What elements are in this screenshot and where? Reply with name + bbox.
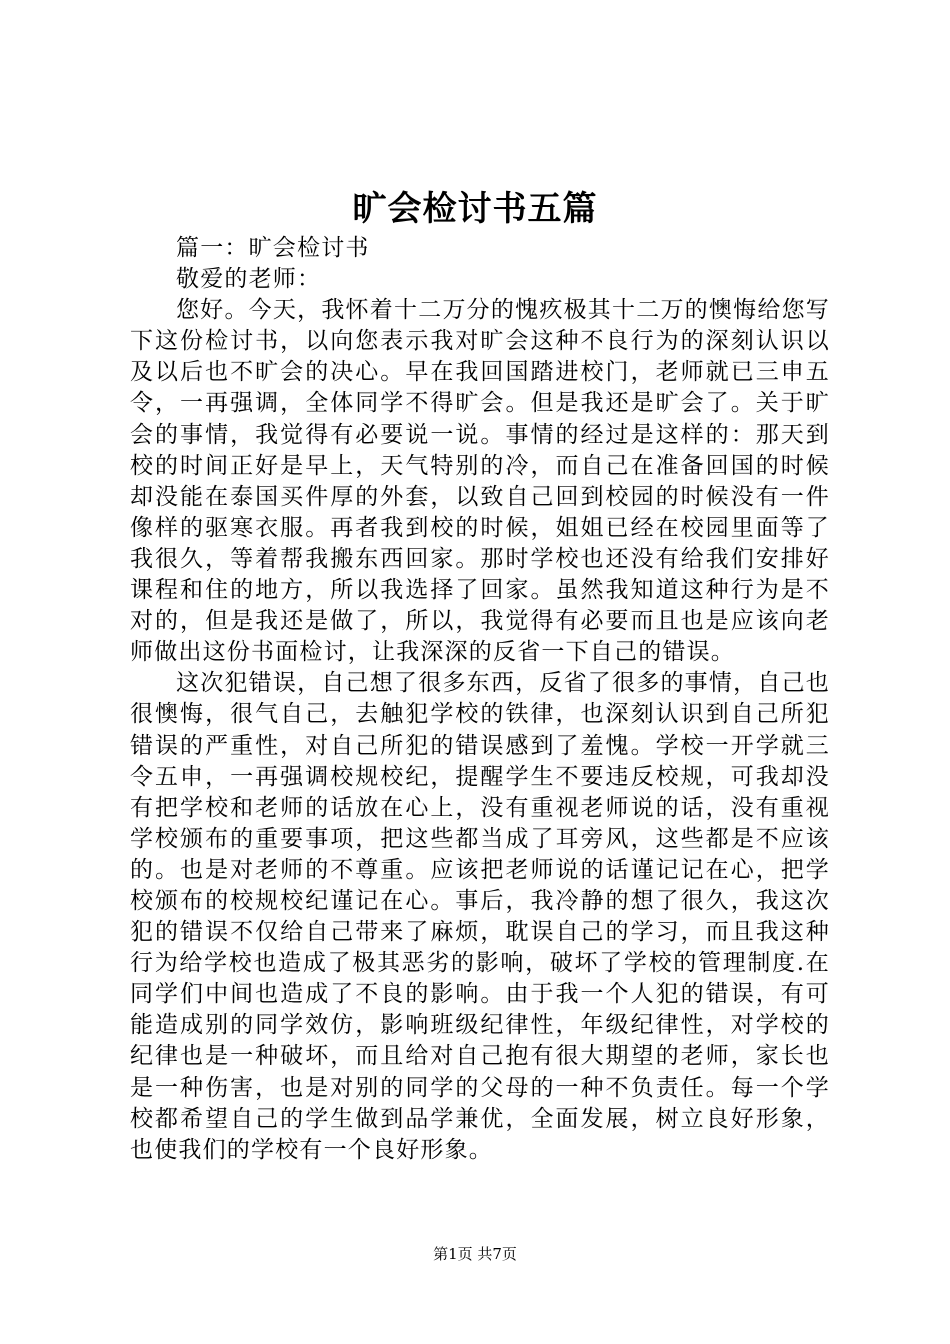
- salutation: 敬爱的老师：: [176, 266, 322, 293]
- document-body: [130, 233, 830, 1166]
- document-title: 旷会检讨书五篇: [352, 189, 598, 229]
- page-footer: 第1页 共7页: [433, 1245, 517, 1263]
- paragraph-2: 这次犯错误，自己想了很多东西，反省了很多的事情，自己也很懊悔，很气自己，去触犯学校的铁律，也深刻认识到自己所犯错误的严重性，对自己所犯的错误感到了羞愧。学校一开学就三令五申，一再强调校规校纪，提醒学生不要违反校规，可我却没有把学校和老师的话放在心上，没有重视老师说的话，没有重视学校颁布的重要事项，把这些都当成了耳旁风，这些都是不应该的。也是对老师的不尊重。应该把老师说的话谨记记在心，把学校颁布的校规校纪谨记在心。事后，我冷静的想了很久，我这次犯的错误不仅给自己带来了麻烦，耽误自己的学习，而且我这种行为给学校也造成了极其恶劣的影响，破坏了学校的管理制度.在同学们中间也造成了不良的影响。由于我一个人犯的错误，有可能造成别的同学效仿，影响班级纪律性，年级纪律性，对学校的纪律也是一种破坏，而且给对自己抱有很大期望的老师，家长也是一种伤害，也是对别的同学的父母的一种不负责任。每一个学校都希望自己的学生做到品学兼优，全面发展，树立良好形象，也使我们的学校有一个良好形象。: [130, 670, 830, 1163]
- section-heading: 篇一：旷会检讨书: [176, 235, 370, 261]
- paragraph-1: 您好。今天，我怀着十二万分的愧疚极其十二万的懊悔给您写下这份检讨书，以向您表示我对旷会这种不良行为的深刻认识以及以后也不旷会的决心。早在我回国踏进校门，老师就已三申五令，一再强调，全体同学不得旷会。但是我还是旷会了。关于旷会的事情，我觉得有必要说一说。事情的经过是这样的：那天到校的时间正好是早上，天气特别的冷，而自己在准备回国的时候却没能在泰国买件厚的外套，以致自己回到校园的时候没有一件像样的驱寒衣服。再者我到校的时候，姐姐已经在校园里面等了我很久，等着帮我搬东西回家。那时学校也还没有给我们安排好课程和住的地方，所以我选择了回家。虽然我知道这种行为是不对的，但是我还是做了，所以，我觉得有必要而且也是应该向老师做出这份书面检讨，让我深深的反省一下自己的错误。: [130, 297, 830, 666]
